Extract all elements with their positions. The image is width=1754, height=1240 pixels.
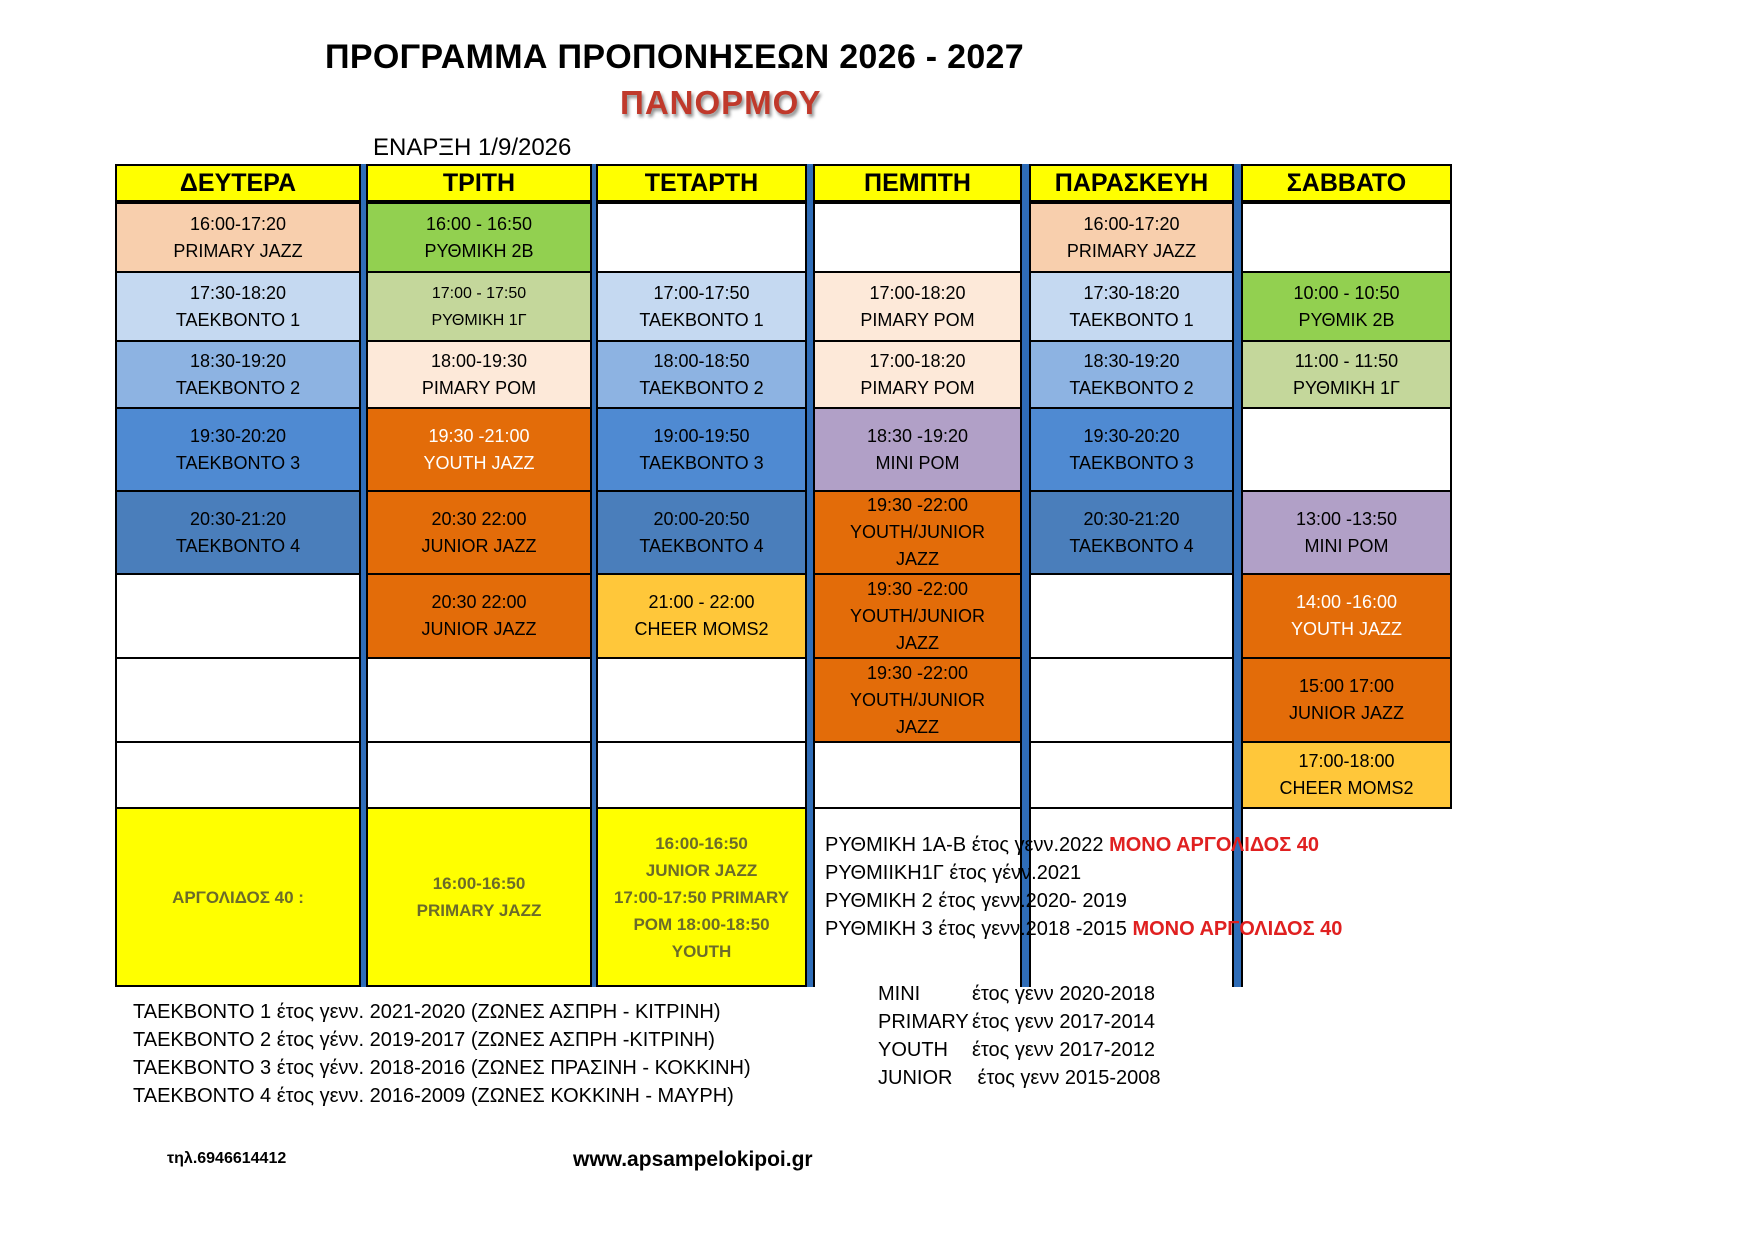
schedule-cell xyxy=(813,657,1022,743)
empty-cell xyxy=(115,657,361,743)
class-name: ΤΑΕΚΒΟΝΤΟ 2 xyxy=(175,377,301,398)
argolidos-line: JUNIOR JAZZ xyxy=(645,860,758,880)
schedule-cell xyxy=(115,271,361,342)
class-name: ΤΑΕΚΒΟΝΤΟ 4 xyxy=(175,535,301,556)
empty-cell xyxy=(366,657,592,743)
schedule-cell xyxy=(1241,741,1452,809)
schedule-cell xyxy=(813,271,1022,342)
class-name-line2: JAZZ xyxy=(896,716,939,737)
class-time: 14:00 -16:00 xyxy=(1295,592,1398,612)
class-name: MINI POM xyxy=(875,452,960,473)
schedule-cell xyxy=(366,490,592,575)
schedule-cell xyxy=(115,340,361,409)
schedule-cell xyxy=(366,271,592,342)
empty-cell xyxy=(813,202,1022,273)
argolidos-line: POM 18:00-18:50 xyxy=(633,914,770,934)
taekwondo-note: ΤΑΕΚΒΟΝΤΟ 2 έτος γένν. 2019-2017 (ΖΩΝΕΣ ΑΣΠΡΗ -ΚΙΤΡΙΝΗ) xyxy=(133,1029,715,1051)
class-time: 19:30 -22:00 xyxy=(866,578,969,599)
class-name: ΡΥΘΜΙΚΗ 1Γ xyxy=(1293,377,1400,398)
schedule-cell xyxy=(596,407,807,492)
empty-cell xyxy=(596,657,807,743)
day-header-monday: ΔΕΥΤΕΡΑ xyxy=(115,164,361,202)
class-name: YOUTH/JUNIOR xyxy=(850,522,985,542)
class-name: YOUTH JAZZ xyxy=(1291,619,1402,639)
class-time: 18:30-19:20 xyxy=(189,350,287,371)
class-name: MINI POM xyxy=(1304,535,1389,556)
schedule-cell xyxy=(115,407,361,492)
age-groups xyxy=(878,980,1161,1092)
class-name: CHEER MOMS2 xyxy=(634,619,769,639)
schedule-cell xyxy=(596,490,807,575)
class-time: 17:00-18:00 xyxy=(1298,751,1395,771)
class-time: 16:00 - 16:50 xyxy=(425,213,533,234)
class-time: 15:00 17:00 xyxy=(1298,676,1395,696)
taekwondo-notes xyxy=(133,998,751,1110)
class-name: ΤΑΕΚΒΟΝΤΟ 4 xyxy=(639,535,764,556)
note-text: ΡΥΘΜΙΚΗ 3 έτος γενν.2018 -2015 xyxy=(825,918,1133,940)
class-time: 20:30 22:00 xyxy=(431,592,527,612)
age-group-label: YOUTH xyxy=(878,1039,948,1061)
class-name: YOUTH JAZZ xyxy=(423,452,535,473)
day-header-thursday: ΠΕΜΠΤΗ xyxy=(813,164,1022,202)
schedule-cell xyxy=(813,573,1022,659)
argolidos-cell-wednesday xyxy=(596,807,807,987)
age-group-label: JUNIOR xyxy=(878,1067,953,1089)
argolidos-line: 17:00-17:50 PRIMARY xyxy=(613,887,790,907)
class-name: YOUTH/JUNIOR xyxy=(850,605,985,626)
class-name: ΡΥΘΜΙΚ 2Β xyxy=(1298,309,1395,330)
argolidos-line: YOUTH xyxy=(671,941,732,961)
rhythmic-notes xyxy=(825,831,1342,943)
class-time: 19:30 -22:00 xyxy=(866,662,969,683)
class-name: PIMARY POM xyxy=(860,377,975,398)
class-time: 18:00-18:50 xyxy=(653,350,750,371)
taekwondo-note: ΤΑΕΚΒΟΝΤΟ 3 έτος γένν. 2018-2016 (ΖΩΝΕΣ ΠΡΑΣΙΝΗ - ΚΟΚΚΙΝΗ) xyxy=(133,1057,751,1079)
website-link[interactable]: www.apsampelokipoi.gr xyxy=(573,1148,813,1171)
class-name-line2: JAZZ xyxy=(896,549,939,569)
empty-cell xyxy=(1029,573,1234,659)
argolidos-line: 16:00-16:50 xyxy=(655,833,748,853)
argolidos-label-cell xyxy=(115,807,361,987)
schedule-cell xyxy=(366,202,592,273)
class-name: ΤΑΕΚΒΟΝΤΟ 4 xyxy=(1069,535,1194,556)
class-time: 18:30-19:20 xyxy=(1083,350,1180,371)
schedule-cell xyxy=(1029,490,1234,575)
class-name: ΡΥΘΜΙΚΗ 1Γ xyxy=(431,311,527,329)
class-time: 20:30-21:20 xyxy=(1083,508,1180,529)
age-group xyxy=(878,980,1161,1008)
class-name: PIMARY POM xyxy=(421,377,537,398)
class-name: ΤΑΕΚΒΟΝΤΟ 1 xyxy=(639,309,764,330)
schedule-cell xyxy=(1029,271,1234,342)
class-name: PRIMARY JAZZ xyxy=(173,240,303,261)
argolidos-time: 16:00-16:50 xyxy=(432,874,526,893)
class-name-line2: JAZZ xyxy=(896,632,939,653)
empty-cell xyxy=(1029,741,1234,809)
class-name: JUNIOR JAZZ xyxy=(421,535,537,556)
page-subtitle: ΠΑΝΟΡΜΟΥ xyxy=(620,84,822,121)
class-time: 21:00 - 22:00 xyxy=(648,592,755,612)
age-group xyxy=(878,1064,1161,1092)
class-name: ΤΑΕΚΒΟΝΤΟ 3 xyxy=(175,452,301,473)
schedule-cell xyxy=(1029,202,1234,273)
class-name: JUNIOR JAZZ xyxy=(1289,703,1404,723)
class-name: ΤΑΕΚΒΟΝΤΟ 2 xyxy=(1069,377,1194,398)
schedule-cell xyxy=(596,573,807,659)
age-group-label: MINI xyxy=(878,983,921,1005)
class-name: ΤΑΕΚΒΟΝΤΟ 2 xyxy=(639,377,764,398)
class-time: 17:00 - 17:50 xyxy=(431,284,527,302)
age-group-years: έτος γενν 2017-2014 xyxy=(972,1011,1155,1033)
empty-cell xyxy=(813,741,1022,809)
empty-cell xyxy=(366,741,592,809)
class-time: 19:30 -22:00 xyxy=(866,495,969,515)
class-time: 19:30 -21:00 xyxy=(428,425,530,446)
class-name: PIMARY POM xyxy=(860,309,975,330)
schedule-cell xyxy=(366,407,592,492)
class-time: 18:30 -19:20 xyxy=(866,425,969,446)
schedule-cell xyxy=(596,271,807,342)
class-time: 20:30 22:00 xyxy=(431,508,527,529)
page-title: ΠΡΟΓΡΑΜΜΑ ΠΡΟΠΟΝΗΣΕΩΝ 2026 - 2027 xyxy=(325,38,1024,76)
schedule-cell xyxy=(366,573,592,659)
age-group-years: έτος γενν 2020-2018 xyxy=(972,983,1155,1005)
schedule-cell xyxy=(1241,657,1452,743)
age-group xyxy=(878,1036,1161,1064)
class-time: 19:00-19:50 xyxy=(653,425,750,446)
rhythmic-note xyxy=(825,831,1342,859)
schedule-cell xyxy=(1029,340,1234,409)
rhythmic-note xyxy=(825,859,1342,887)
age-group-years: έτος γενν 2017-2012 xyxy=(972,1039,1155,1061)
note-text: ΡΥΘΜΙΙΚΗ1Γ έτος γένν.2021 xyxy=(825,862,1082,884)
age-group xyxy=(878,1008,1161,1036)
empty-cell xyxy=(1241,407,1452,492)
class-name: ΤΑΕΚΒΟΝΤΟ 3 xyxy=(1069,452,1194,473)
taekwondo-note: ΤΑΕΚΒΟΝΤΟ 1 έτος γενν. 2021-2020 (ΖΩΝΕΣ ΑΣΠΡΗ - ΚΙΤΡΙΝΗ) xyxy=(133,1001,721,1023)
schedule-cell xyxy=(115,490,361,575)
schedule-cell xyxy=(1241,490,1452,575)
class-name: ΤΑΕΚΒΟΝΤΟ 1 xyxy=(175,309,301,330)
note-highlight: ΜΟΝΟ ΑΡΓΟΛΙΔΟΣ 40 xyxy=(1132,918,1343,940)
schedule-cell xyxy=(1241,573,1452,659)
day-header-friday: ΠΑΡΑΣΚΕΥΗ xyxy=(1029,164,1234,202)
note-text: ΡΥΘΜΙΚΗ 2 έτος γενν.2020- 2019 xyxy=(825,890,1127,912)
class-time: 10:00 - 10:50 xyxy=(1293,282,1400,303)
rhythmic-note xyxy=(825,915,1342,943)
rhythmic-note xyxy=(825,887,1342,915)
class-name: JUNIOR JAZZ xyxy=(421,619,537,639)
class-time: 17:30-18:20 xyxy=(189,282,287,303)
note-highlight: ΜΟΝΟ ΑΡΓΟΛΙΔΟΣ 40 xyxy=(1109,834,1320,856)
class-time: 20:30-21:20 xyxy=(189,508,287,529)
schedule-cell xyxy=(1241,340,1452,409)
class-time: 13:00 -13:50 xyxy=(1295,508,1398,529)
class-time: 17:00-18:20 xyxy=(869,350,966,371)
class-time: 17:00-18:20 xyxy=(869,282,966,303)
argolidos-class: PRIMARY JAZZ xyxy=(416,901,542,920)
class-time: 18:00-19:30 xyxy=(430,350,528,371)
class-name: ΡΥΘΜΙΚΗ 2Β xyxy=(424,240,534,261)
empty-cell xyxy=(1241,202,1452,273)
day-header-tuesday: ΤΡΙΤΗ xyxy=(366,164,592,202)
schedule-cell xyxy=(813,490,1022,575)
class-time: 17:30-18:20 xyxy=(1083,282,1180,303)
schedule-cell xyxy=(115,202,361,273)
schedule-cell xyxy=(366,340,592,409)
schedule-cell xyxy=(813,407,1022,492)
taekwondo-note: ΤΑΕΚΒΟΝΤΟ 4 έτος γενν. 2016-2009 (ΖΩΝΕΣ ΚΟΚΚΙΝΗ - ΜΑΥΡΗ) xyxy=(133,1085,734,1107)
class-time: 16:00-17:20 xyxy=(1083,213,1180,234)
class-time: 11:00 - 11:50 xyxy=(1294,350,1399,371)
class-time: 20:00-20:50 xyxy=(653,508,750,529)
day-header-wednesday: ΤΕΤΑΡΤΗ xyxy=(596,164,807,202)
class-time: 16:00-17:20 xyxy=(189,213,287,234)
schedule-cell xyxy=(596,340,807,409)
argolidos-cell-tuesday xyxy=(366,807,592,987)
age-group-label: PRIMARY xyxy=(878,1011,969,1033)
empty-cell xyxy=(115,573,361,659)
schedule-cell xyxy=(1029,407,1234,492)
class-time: 17:00-17:50 xyxy=(653,282,750,303)
class-name: CHEER MOMS2 xyxy=(1279,778,1414,798)
argolidos-label: ΑΡΓΟΛΙΔΟΣ 40 : xyxy=(172,887,304,907)
class-time: 19:30-20:20 xyxy=(189,425,287,446)
schedule-cell xyxy=(1241,271,1452,342)
class-name: PRIMARY JAZZ xyxy=(1066,240,1197,261)
empty-cell xyxy=(115,741,361,809)
class-time: 19:30-20:20 xyxy=(1083,425,1180,446)
schedule-cell xyxy=(813,340,1022,409)
empty-cell xyxy=(1029,657,1234,743)
class-name: ΤΑΕΚΒΟΝΤΟ 1 xyxy=(1069,309,1194,330)
class-name: ΤΑΕΚΒΟΝΤΟ 3 xyxy=(639,452,764,473)
phone-number: τηλ.6946614412 xyxy=(167,1150,287,1167)
class-name: YOUTH/JUNIOR xyxy=(850,689,985,710)
note-text: ΡΥΘΜΙΚΗ 1Α-Β έτος γενν.2022 xyxy=(825,834,1110,856)
empty-cell xyxy=(596,202,807,273)
age-group-years: έτος γενν 2015-2008 xyxy=(972,1067,1161,1089)
start-date: ΕΝΑΡΞΗ 1/9/2026 xyxy=(373,134,572,161)
day-header-saturday: ΣΑΒΒΑΤΟ xyxy=(1241,164,1452,202)
